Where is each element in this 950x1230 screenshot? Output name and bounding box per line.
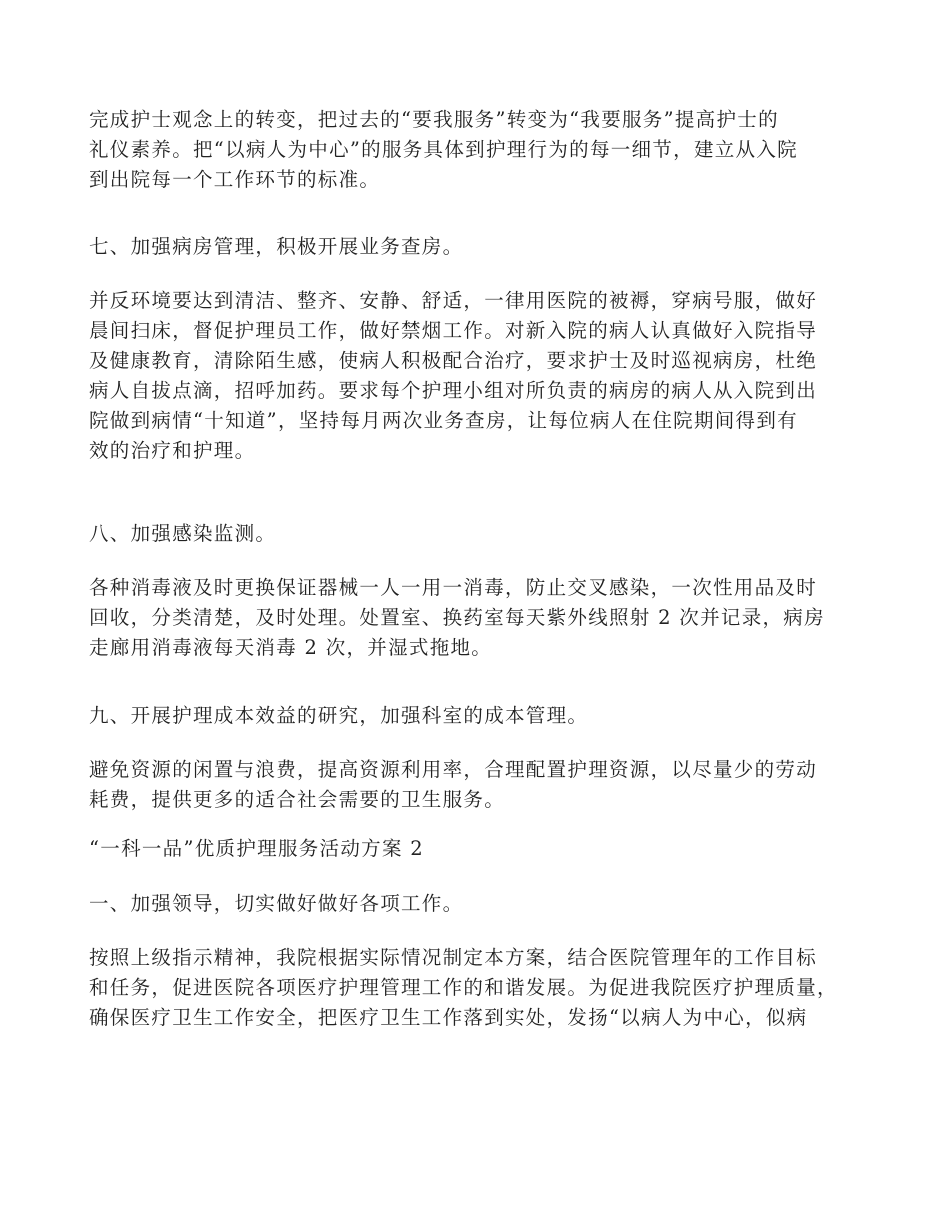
paragraph-leadership	[89, 943, 864, 1033]
text-line: 病人自拔点滴，招呼加药。要求每个护理小组对所负责的病房的病人从入院到出	[89, 379, 818, 402]
text-line: 各种消毒液及时更换保证器械一人一用一消毒，防止交叉感染，一次性用品及时	[89, 576, 818, 599]
text-line: 礼仪素养。把“以病人为中心”的服务具体到护理行为的每一细节，建立从入院	[89, 138, 798, 161]
document-subtitle: “一科一品”优质护理服务活动方案 2	[89, 837, 424, 860]
text-line: 和任务，促进医院各项医疗护理管理工作的和谐发展。为促进我院医疗护理质量，	[89, 976, 838, 999]
heading-cost-benefit	[89, 701, 864, 731]
section-heading: 九、开展护理成本效益的研究，加强科室的成本管理。	[89, 704, 589, 727]
paragraph-service-concept	[89, 105, 864, 195]
text-line: 院做到病情“十知道”，坚持每月两次业务查房，让每位病人在住院期间得到有	[89, 409, 798, 432]
text-line: 回收，分类清楚，及时处理。处置室、换药室每天紫外线照射 2 次并记录，病房	[89, 606, 825, 629]
text-line: 按照上级指示精神，我院根据实际情况制定本方案，结合医院管理年的工作目标	[89, 946, 818, 969]
heading-infection-monitoring	[89, 519, 864, 549]
heading-leadership	[89, 889, 864, 919]
text-line: 避免资源的闲置与浪费，提高资源利用率，合理配置护理资源，以尽量少的劳动	[89, 758, 818, 781]
text-line: 效的治疗和护理。	[89, 439, 256, 462]
text-line: 及健康教育，清除陌生感，使病人积极配合治疗，要求护士及时巡视病房，杜绝	[89, 349, 818, 372]
text-line: 走廊用消毒液每天消毒 2 次，并湿式拖地。	[89, 636, 493, 659]
text-line: 晨间扫床，督促护理员工作，做好禁烟工作。对新入院的病人认真做好入院指导	[89, 319, 818, 342]
section-heading: 一、加强领导，切实做好做好各项工作。	[89, 892, 464, 915]
text-line: 确保医疗卫生工作安全，把医疗卫生工作落到实处，发扬“以病人为中心，似病	[89, 1006, 808, 1029]
paragraph-cost-benefit	[89, 755, 864, 815]
section-heading: 八、加强感染监测。	[89, 522, 277, 545]
heading-ward-management	[89, 232, 864, 262]
text-line: 完成护士观念上的转变，把过去的“要我服务”转变为“我要服务”提高护士的	[89, 108, 779, 131]
text-line: 耗费，提供更多的适合社会需要的卫生服务。	[89, 788, 506, 811]
plan-title	[89, 834, 864, 864]
section-heading: 七、加强病房管理，积极开展业务查房。	[89, 235, 464, 258]
text-line: 并反环境要达到清洁、整齐、安静、舒适，一律用医院的被褥，穿病号服，做好	[89, 289, 818, 312]
paragraph-ward-management	[89, 286, 864, 466]
paragraph-infection-monitoring	[89, 573, 864, 663]
text-line: 到出院每一个工作环节的标准。	[89, 168, 381, 191]
